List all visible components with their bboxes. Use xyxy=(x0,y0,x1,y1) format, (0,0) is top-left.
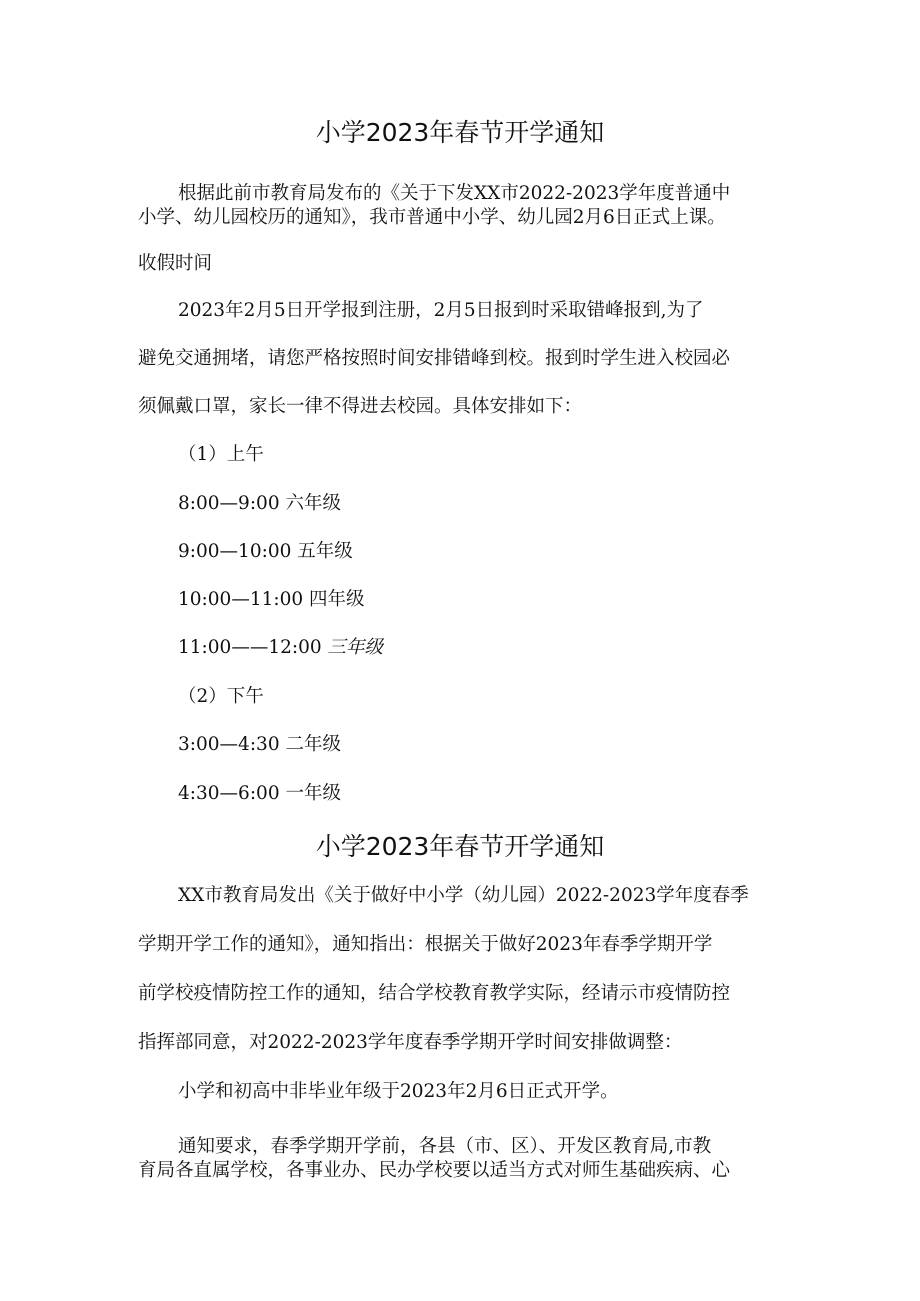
schedule-grade: 六年级 xyxy=(285,493,341,514)
section1-p1-line1: 根据此前市教育局发布的《关于下发XX市2022-2023学年度普通中 xyxy=(178,183,731,204)
section2-p3-line1: 通知要求，春季学期开学前，各县（市、区）、开发区教育局,市教 xyxy=(178,1136,712,1157)
schedule-grade: 一年级 xyxy=(285,783,341,804)
section2-p1-line1: XX市教育局发出《关于做好中小学（幼儿园）2022-2023学年度春季 xyxy=(178,885,749,906)
section1-p2-line1: 2023年2月5日开学报到注册，2月5日报到时采取错峰报到,为了 xyxy=(178,300,704,321)
schedule-grade: 五年级 xyxy=(297,541,353,562)
schedule-row-morning-3 xyxy=(178,588,365,612)
section2-title: 小学2023年春节开学通知 xyxy=(315,832,605,861)
schedule-row-morning-2 xyxy=(178,540,353,564)
morning-label: （1）上午 xyxy=(178,444,264,465)
section1-heading: 收假时间 xyxy=(138,253,213,274)
schedule-row-morning-4 xyxy=(178,636,383,660)
section1-p2-line2: 避免交通拥堵，请您严格按照时间安排错峰到校。报到时学生进入校园必 xyxy=(138,348,731,369)
section2-p3-line2: 育局各直属学校，各事业办、民办学校要以适当方式对师生基础疾病、心 xyxy=(138,1160,731,1181)
schedule-time: 3:00—4:30 xyxy=(178,734,280,755)
schedule-time: 11:00——12:00 xyxy=(178,637,322,658)
schedule-grade: 二年级 xyxy=(285,734,341,755)
section2-p1-line3: 前学校疫情防控工作的通知，结合学校教育教学实际，经请示市疫情防控 xyxy=(138,983,731,1004)
schedule-row-morning-1 xyxy=(178,492,341,516)
schedule-row-afternoon-1 xyxy=(178,733,341,757)
section2-p1-line2: 学期开学工作的通知》，通知指出：根据关于做好2023年春季学期开学 xyxy=(138,934,713,955)
afternoon-label: （2）下午 xyxy=(178,686,264,707)
schedule-time: 9:00—10:00 xyxy=(178,541,292,562)
schedule-grade: 三年级 xyxy=(327,637,384,658)
schedule-grade: 四年级 xyxy=(309,589,365,610)
section1-title: 小学2023年春节开学通知 xyxy=(315,118,605,147)
section2-p1-line4: 指挥部同意，对2022-2023学年度春季学期开学时间安排做调整： xyxy=(138,1032,683,1053)
schedule-time: 4:30—6:00 xyxy=(178,783,280,804)
section2-p2: 小学和初高中非毕业年级于2023年2月6日正式开学。 xyxy=(178,1081,619,1102)
schedule-row-afternoon-2 xyxy=(178,782,341,806)
section1-p1-line2: 小学、幼儿园校历的通知》，我市普通中小学、幼儿园2月6日正式上课。 xyxy=(138,207,726,228)
schedule-time: 10:00—11:00 xyxy=(178,589,304,610)
section1-p2-line3: 须佩戴口罩，家长一律不得进去校园。具体安排如下： xyxy=(138,396,583,417)
schedule-time: 8:00—9:00 xyxy=(178,493,280,514)
